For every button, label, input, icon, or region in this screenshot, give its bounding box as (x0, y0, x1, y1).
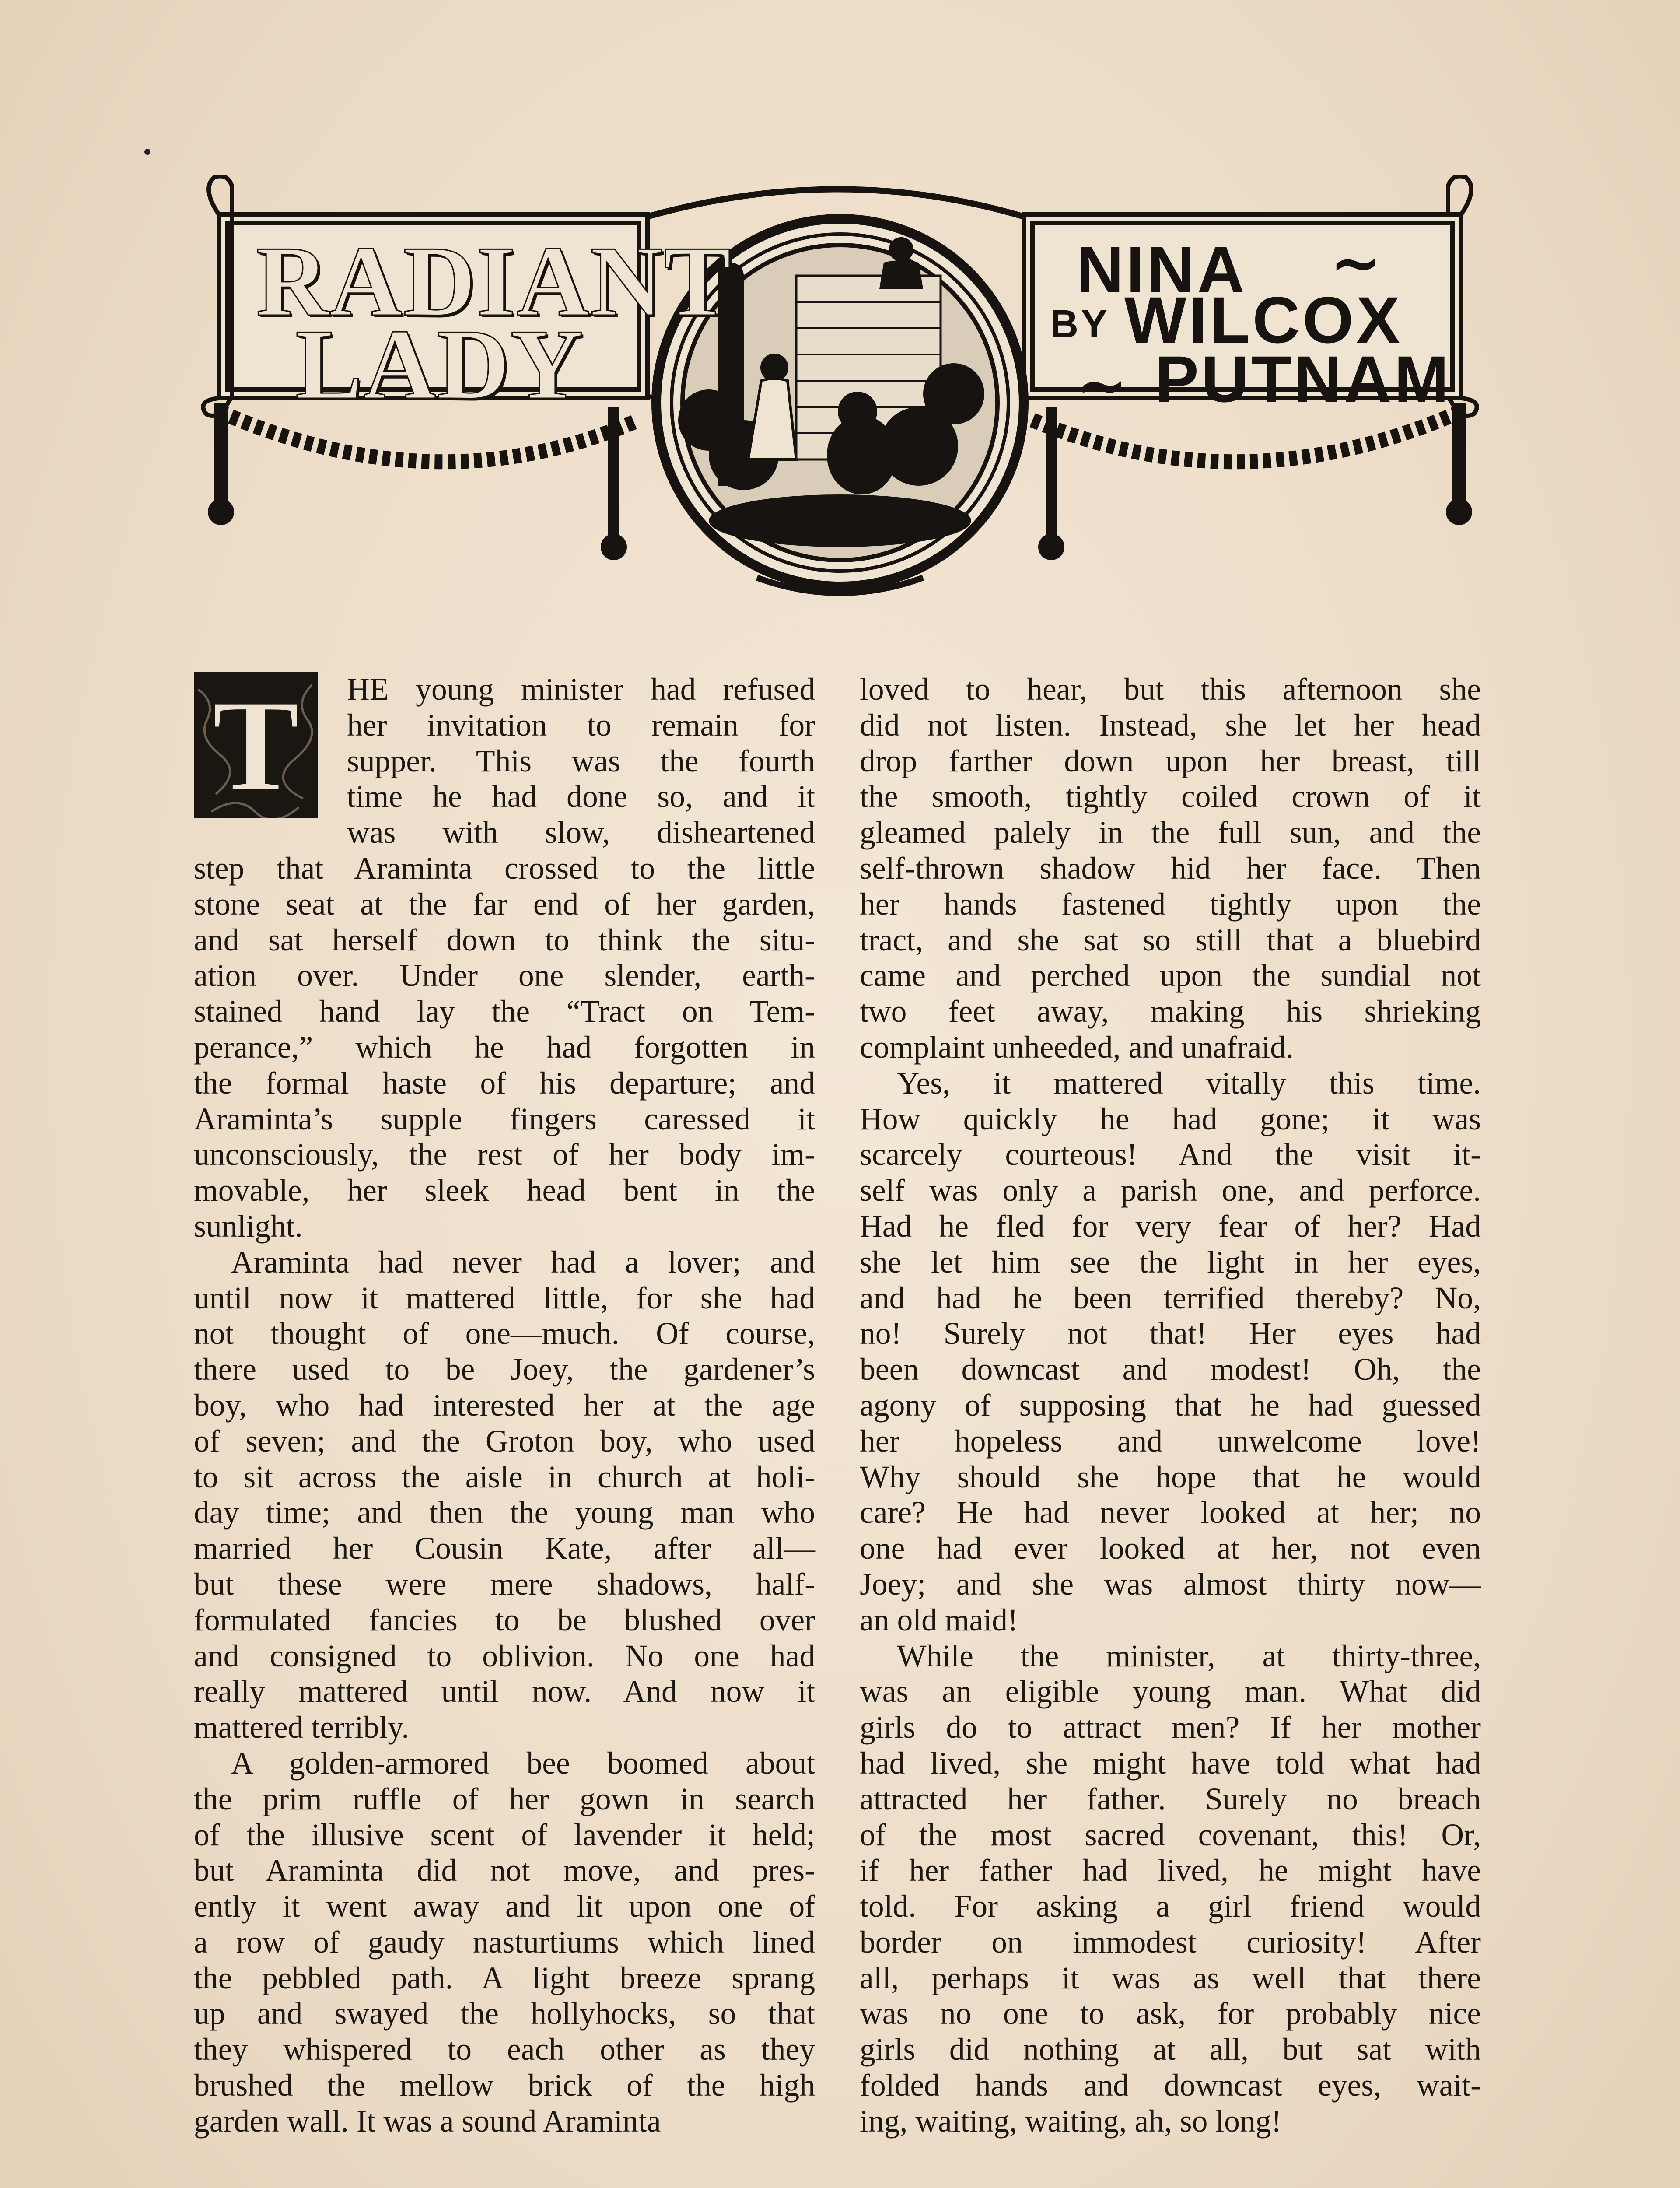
text-column-2 (860, 672, 1481, 2139)
text-line: an old maid! (860, 1602, 1018, 1637)
text-line: girls do to attract men? If her mother (860, 1710, 1481, 1745)
text-line: care? He had never looked at her; no (860, 1495, 1481, 1530)
text-line: married her Cousin Kate, after all— (194, 1531, 815, 1566)
text-line: was an eligible young man. What did (860, 1674, 1481, 1709)
author-middle-name: WILCOX (1124, 283, 1403, 357)
text-line: until now it mattered little, for she had (194, 1280, 815, 1315)
text-line: she let him see the light in her eyes, (860, 1245, 1481, 1280)
text-line: Araminta had never had a lover; and (231, 1245, 815, 1280)
text-line: mattered terribly. (194, 1710, 410, 1745)
text-line: unconsciously, the rest of her body im- (194, 1137, 815, 1172)
text-line: had lived, she might have told what had (860, 1746, 1481, 1781)
text-line: movable, her sleek head bent in the (194, 1173, 815, 1208)
text-line: formulated fancies to be blushed over (194, 1602, 815, 1637)
text-line: and consigned to oblivion. No one had (194, 1638, 815, 1673)
text-line: no! Surely not that! Her eyes had (860, 1316, 1481, 1351)
text-line: How quickly he had gone; it was (860, 1101, 1481, 1136)
text-line: Yes, it mattered vitally this time. (897, 1066, 1481, 1101)
drop-cap-foliage (194, 672, 318, 818)
text-line: loved to hear, but this afternoon she (860, 672, 1481, 707)
text-line: drop farther down upon her breast, till (860, 743, 1481, 778)
text-line: was with slow, disheartened (347, 815, 815, 850)
title-line-2: LADY (295, 309, 584, 420)
text-line: a row of gaudy nasturtiums which lined (194, 1925, 815, 1960)
text-line: attracted her father. Surely no breach (860, 1781, 1481, 1816)
text-line: of seven; and the Groton boy, who used (194, 1424, 815, 1459)
text-line: girls did nothing at all, but sat with (860, 2032, 1481, 2067)
text-line: Joey; and she was almost thirty now— (860, 1567, 1481, 1602)
text-line: brushed the mellow brick of the high (194, 2068, 815, 2103)
text-line: up and swayed the hollyhocks, so that (194, 1996, 815, 2031)
ink-speck (144, 149, 150, 155)
text-line: border on immodest curiosity! After (860, 1925, 1481, 1960)
column-2-lines (860, 672, 1481, 2139)
text-line: her hopeless and unwelcome love! (860, 1424, 1481, 1459)
text-line: but these were mere shadows, half- (194, 1567, 815, 1602)
text-line: ing, waiting, waiting, ah, so long! (860, 2104, 1282, 2139)
story-header (192, 175, 1488, 626)
text-line: agony of supposing that he had guessed (860, 1388, 1481, 1423)
text-line: been downcast and modest! Oh, the (860, 1352, 1481, 1387)
text-line: folded hands and downcast eyes, wait- (860, 2068, 1481, 2103)
text-line: all, perhaps it was as well that there (860, 1960, 1481, 1995)
text-line: they whispered to each other as they (194, 2032, 815, 2067)
text-line: boy, who had interested her at the age (194, 1388, 815, 1423)
text-line: self-thrown shadow hid her face. Then (860, 851, 1481, 886)
text-line: perance,” which he had forgotten in (194, 1030, 815, 1065)
text-line: scarcely courteous! And the visit it- (860, 1137, 1481, 1172)
text-line: her hands fastened tightly upon the (860, 887, 1481, 922)
text-line: to sit across the aisle in church at holi- (194, 1459, 815, 1494)
text-line: time he had done so, and it (347, 779, 815, 814)
text-line: sunlight. (194, 1209, 303, 1244)
text-line: ently it went away and lit upon one of (194, 1889, 815, 1924)
text-line: the prim ruffle of her gown in search (194, 1781, 815, 1816)
text-line: there used to be Joey, the gardener’s (194, 1352, 815, 1387)
author-last-name: PUTNAM (1155, 342, 1452, 416)
text-line: self was only a parish one, and perforce. (860, 1173, 1481, 1208)
text-line: really mattered until now. And now it (194, 1674, 815, 1709)
text-line: stone seat at the far end of her garden, (194, 887, 815, 922)
title-line-1: RADIANT (256, 225, 732, 337)
text-line: of the most sacred covenant, this! Or, (860, 1817, 1481, 1852)
text-line: Araminta’s supple fingers caressed it (194, 1101, 815, 1136)
text-column-1 (194, 672, 815, 2139)
author-first-name: NINA (1076, 233, 1247, 306)
text-line: came and perched upon the sundial not (860, 958, 1481, 993)
text-line: told. For asking a girl friend would (860, 1889, 1481, 1924)
text-line: supper. This was the fourth (347, 743, 815, 778)
text-line: was no one to ask, for probably nice (860, 1996, 1481, 2031)
text-line: but Araminta did not move, and pres- (194, 1853, 815, 1888)
text-line: step that Araminta crossed to the little (194, 851, 815, 886)
text-line: and sat herself down to think the situ- (194, 922, 815, 957)
text-line: the smooth, tightly coiled crown of it (860, 779, 1481, 814)
text-line: day time; and then the young man who (194, 1495, 815, 1530)
text-line: gleamed palely in the full sun, and the (860, 815, 1481, 850)
text-line: did not listen. Instead, she let her head (860, 708, 1481, 743)
text-line: two feet away, making his shrieking (860, 994, 1481, 1029)
text-line: While the minister, at thirty-three, (897, 1638, 1481, 1673)
text-line: Had he fled for very fear of her? Had (860, 1209, 1481, 1244)
text-line: ation over. Under one slender, earth- (194, 958, 815, 993)
text-line: complaint unheeded, and unafraid. (860, 1030, 1294, 1065)
column-1-lines (194, 672, 815, 2139)
text-line: the pebbled path. A light breeze sprang (194, 1960, 815, 1995)
text-line: HE young minister had refused (347, 672, 815, 707)
text-line: A golden-armored bee boomed about (231, 1746, 815, 1781)
byline-by: BY (1050, 302, 1110, 346)
text-line: if her father had lived, he might have (860, 1853, 1481, 1888)
drop-cap (194, 672, 318, 818)
text-line: stained hand lay the “Tract on Tem- (194, 994, 815, 1029)
text-line: tract, and she sat so still that a bluebird (860, 922, 1481, 957)
text-line: Why should she hope that he would (860, 1459, 1481, 1494)
drop-cap-letter: T (212, 672, 300, 818)
text-line: of the illusive scent of lavender it held; (194, 1817, 815, 1852)
text-line: one had ever looked at her, not even (860, 1531, 1481, 1566)
text-line: the formal haste of his departure; and (194, 1066, 815, 1101)
text-line: and had he been terrified thereby? No, (860, 1280, 1481, 1315)
tilde-ornament-2: ~ (1076, 350, 1128, 421)
text-line: not thought of one—much. Of course, (194, 1316, 815, 1351)
text-line: garden wall. It was a sound Araminta (194, 2104, 661, 2139)
text-line: her invitation to remain for (347, 708, 815, 743)
tilde-ornament: ~ (1330, 228, 1382, 299)
